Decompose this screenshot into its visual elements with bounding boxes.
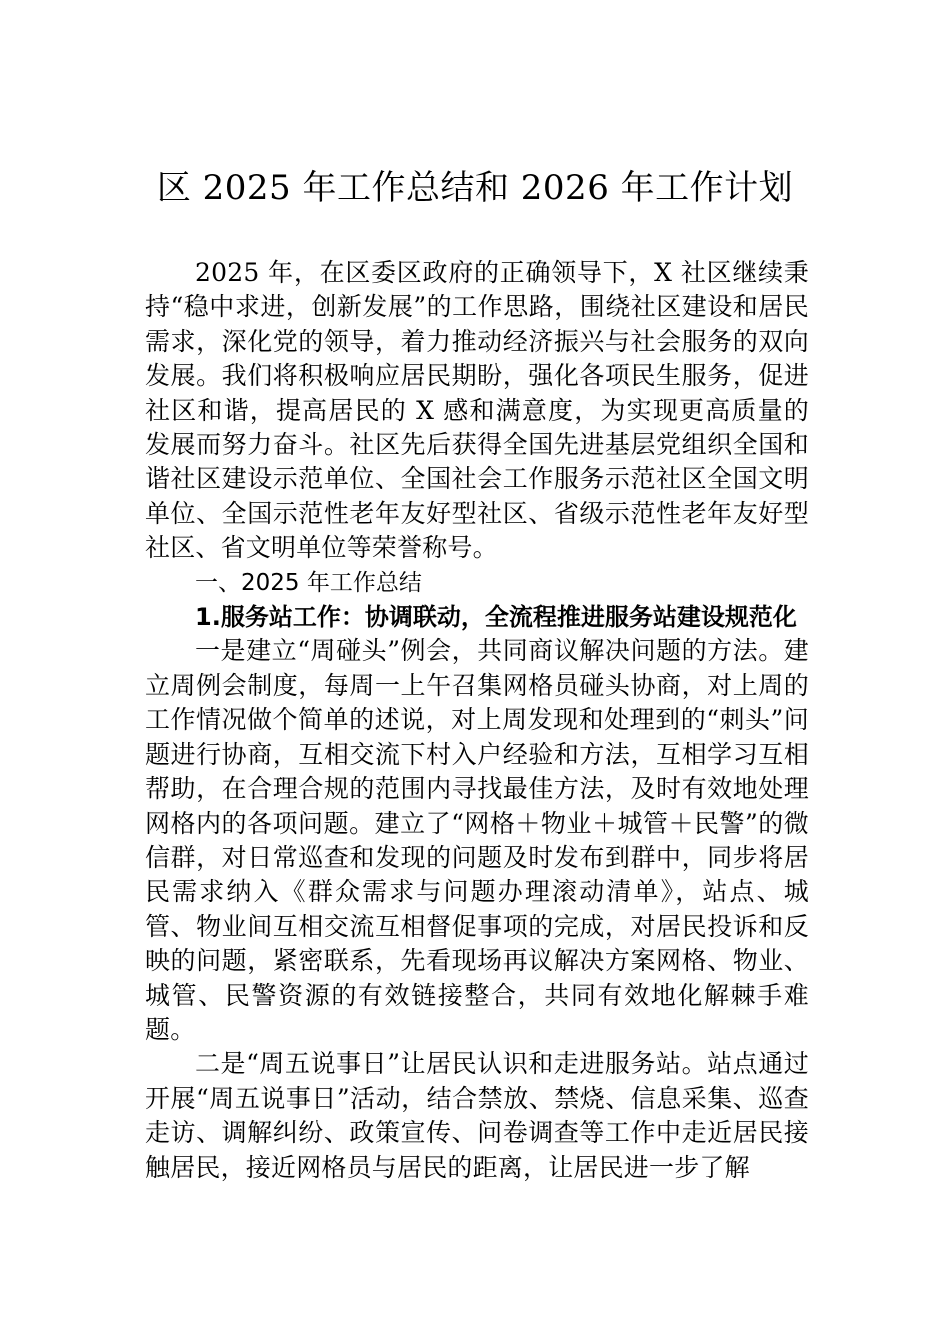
paragraph-weekly-meeting: 一是建立“周碰头”例会，共同商议解决问题的方法。建立周例会制度，每周一上午召集网格员碰头协商，对上周的工作情况做个简单的述说，对上周发现和处理到的“刺头”问题进行协商，互相交流下村入户经验和方法，互相学习互相帮助，在合理合规的范围内寻找最佳方法，及时有效地处理网格内的各项问题。建立了“网格＋物业＋城管＋民警”的微信群，对日常巡查和发现的问题及时发布到群中，同步将居民需求纳入《群众需求与问题办理滚动清单》，站点、城管、物业间互相交流互相督促事项的完成，对居民投诉和反映的问题，紧密联系，先看现场再议解决方案网格、物业、城管、民警资源的有效链接整合，共同有效地化解棘手难题。 bbox=[145, 636, 809, 1044]
subsection-heading-service-station: 1.服务站工作：协调联动，全流程推进服务站建设规范化 bbox=[195, 603, 797, 632]
bottom-margin bbox=[0, 1254, 950, 1344]
document-body bbox=[145, 256, 809, 1185]
section-heading-summary: 一、2025 年工作总结 bbox=[195, 569, 422, 596]
intro-paragraph: 2025 年，在区委区政府的正确领导下，X 社区继续秉持“稳中求进，创新发展”的工作思路，围绕社区建设和居民需求，深化党的领导，着力推动经济振兴与社会服务的双向发展。我们将积极响应居民期盼，强化各项民生服务，促进社区和谐，提高居民的 X 感和满意度，为实现更高质量的发展而努力奋斗。社区先后获得全国先进基层党组织全国和谐社区建设示范单位、全国社会工作服务示范社区全国文明单位、全国示范性老年友好型社区、省级示范性老年友好型社区、省文明单位等荣誉称号。 bbox=[145, 258, 809, 563]
paragraph-friday-talk-day: 二是“周五说事日”让居民认识和走进服务站。站点通过开展“周五说事日”活动，结合禁放、禁烧、信息采集、巡查走访、调解纠纷、政策宣传、问卷调查等工作中走近居民接触居民，接近网格员与居民的距离，让居民进一步了解 bbox=[145, 1049, 809, 1182]
document-title: 区 2025 年工作总结和 2026 年工作计划 bbox=[156, 168, 794, 208]
